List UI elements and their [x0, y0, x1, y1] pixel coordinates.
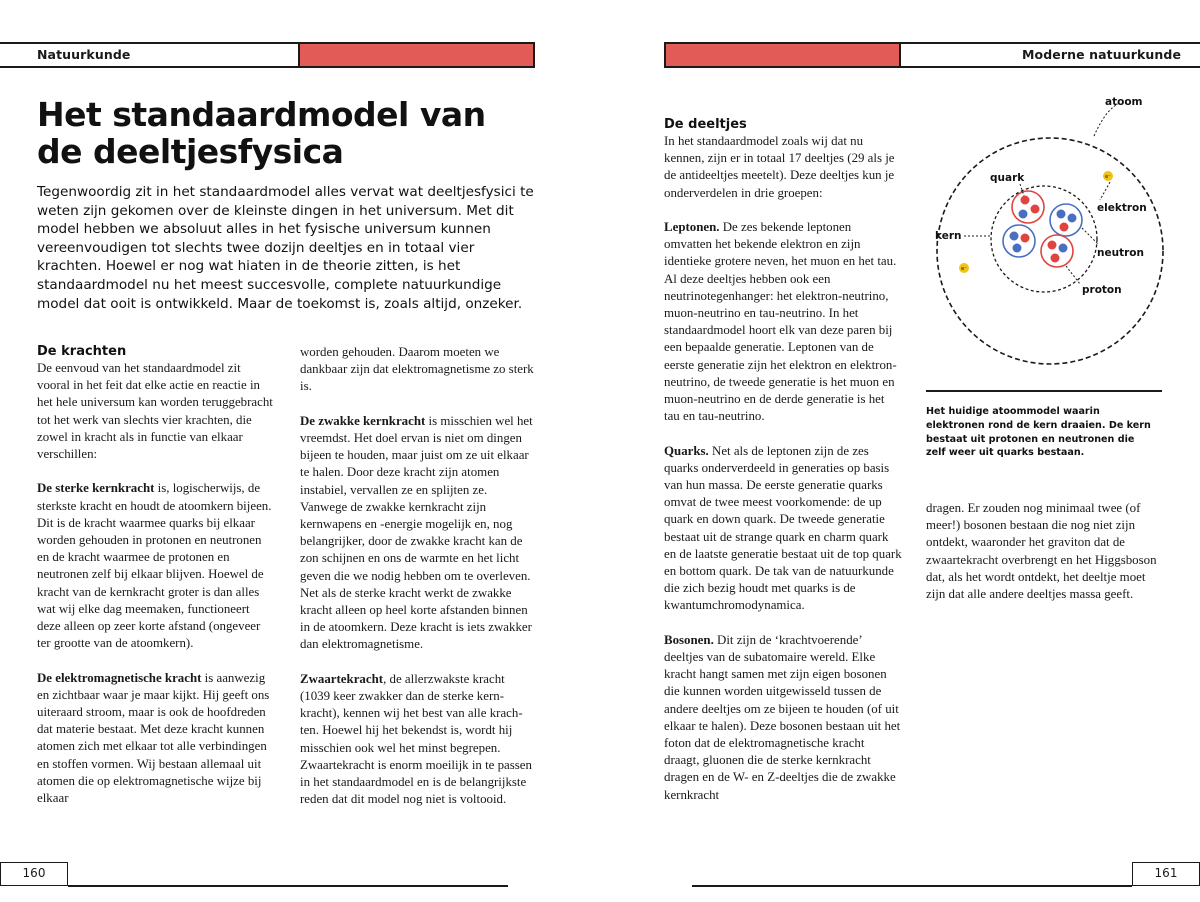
right-header-rule — [900, 42, 1200, 44]
bosons-lead: Bosonen. — [664, 632, 714, 647]
right-section-label: Moderne natuurkunde — [1022, 47, 1182, 62]
left-header-rule-bottom — [0, 66, 300, 68]
right-column-1 — [664, 116, 902, 804]
bosons-continuation-paragraph: dragen. Er zouden nog minimaal twee (of meer!) bosonen bestaan die nog niet zijn ontdekt, waaronder het graviton dat de zwaartekracht overbrengt en het Higgsboson dat, als het wordt ontdekt, het deeltje moet zijn dat alle andere deeltjes massa geeft. — [926, 501, 1157, 602]
svg-text:e⁻: e⁻ — [1105, 174, 1111, 180]
right-column-2 — [926, 500, 1162, 603]
em-force-paragraph — [37, 670, 273, 808]
section-heading-krachten: De krachten — [37, 344, 127, 359]
right-header-accent-bar — [664, 42, 901, 68]
page-number-left: 160 — [0, 862, 68, 886]
strong-force-body: is, logischerwijs, de sterkste kracht en houdt de atoomkern bijeen. Dit is de kracht waarmee quarks bij elkaar worden gehouden in protonen en neutronen en de kracht waarmee de protonen en neutronen zelf bij elkaar blijven. Hoewel de kracht van de kernkracht groter is dan alles wat wij elke dag meemaken, functioneert deze alleen op zeer korte afstand (ongeveer ter grootte van de atoomkern). — [37, 481, 272, 651]
nucleon-neutron-right — [1050, 204, 1082, 236]
quarks-lead: Quarks. — [664, 443, 709, 458]
label-elektron: elektron — [1097, 202, 1147, 214]
label-quark: quark — [990, 172, 1025, 184]
diagram-caption: Het huidige atoommodel waarin elektronen rond de kern draaien. De kern bestaat uit protonen en neutronen die zelf weer uit quarks bestaan. — [926, 406, 1151, 459]
left-header-rule — [0, 42, 300, 44]
label-neutron: neutron — [1097, 247, 1144, 259]
weak-force-lead: De zwakke kernkracht — [300, 413, 426, 428]
left-column-1 — [37, 343, 273, 807]
bosons-body: Dit zijn de ‘krachtvoerende’ deeltjes van de subatomaire wereld. Elke kracht hangt samen met zijn eigen bosonen die kunnen worden uitgewisseld tussen de andere deeltjes om ze bijeen te houden (of uit elkaar te halen). Deze bosonen bestaan uit het foton dat de elektromagnetische kracht draagt, gluonen die de sterke kernkracht dragen en de W- en Z-deeltjes die de zwakke kernkracht — [664, 632, 901, 802]
leptons-paragraph — [664, 219, 902, 425]
strong-force-paragraph — [37, 480, 273, 652]
intro-paragraph: Tegenwoordig zit in het standaardmodel alles vervat wat deeltjesfysici te weten zijn gekomen over de kleinste dingen in het universum. Met dit model hebben we absoluut alles in het fysische universum kunnen vereenvoudigen tot slechts twee dozijn deeltjes en in totaal vier krachten. Hoewel er nog wat hiaten in de theorie zitten, is het standaardmodel nu het meest succesvolle, complete natuurkundige model dat ooit is ontwikkeld. Maar de toekomst is, zoals altijd, onzeker. — [37, 184, 534, 312]
quarks-paragraph — [664, 443, 902, 615]
weak-force-paragraph — [300, 413, 536, 654]
left-header-accent-bar — [298, 42, 535, 68]
nucleon-proton-bottom — [1041, 235, 1073, 267]
gravity-lead: Zwaartekracht — [300, 671, 384, 686]
leptons-body: De zes bekende leptonen omvatten het bekende elektron en zijn identieke grotere neven, het muon en het tau. Al deze deeltjes hebben ook een neutrinotegenhanger: het elektron-neutrino, muon-neutrino en tau-neutrino. In het standaardmodel hoort elk van deze paren bij een bepaalde generatie. Leptonen van de eerste generatie zijn het elektron en elektron-neutrino, de tweede generatie is het muon en muon-neutrino en de derde generatie is het tau en tau-neutrino. — [664, 220, 897, 424]
label-kern: kern — [935, 230, 962, 242]
gravity-paragraph — [300, 671, 536, 809]
right-footer-rule — [692, 885, 1132, 887]
page-title — [37, 96, 537, 170]
deeltjes-intro-paragraph: In het standaardmodel zoals wij dat nu kennen, zijn er in totaal 17 deeltjes (29 als je de antideeltjes meetelt). Deze deeltjes kun je onderverdelen in drie groepen: — [664, 134, 895, 200]
right-header-rule-bottom — [900, 66, 1200, 68]
krachten-intro-paragraph: De eenvoud van het standaardmodel zit vooral in het feit dat elke actie en reactie in het hele universum kan worden teruggebracht tot het werk van slechts vier krachten, die zowel in kracht als in functie van elkaar verschillen: — [37, 361, 273, 462]
em-force-lead: De elektromagnetische kracht — [37, 670, 202, 685]
electron-particle — [959, 263, 969, 273]
label-atoom: atoom — [1105, 96, 1143, 108]
caption-rule — [926, 390, 1162, 392]
atom-model-diagram — [920, 88, 1170, 370]
gravity-body: , de allerzwakste kracht (1039 keer zwakker dan de sterke kernkracht), kennen wij het best van alle krachten. Hoewel hij het bekendst is, wordt hij misschien ook wel het minst begrepen. Zwaartekracht is enorm moeilijk in te passen in het standaardmodel en is de belangrijkste reden dat dit model nog niet is voltooid. — [300, 671, 532, 807]
col2-continuation-paragraph: worden gehouden. Daarom moeten we dankbaar zijn dat elektromagnetisme zo sterk is. — [300, 345, 534, 394]
strong-force-lead: De sterke kernkracht — [37, 481, 155, 496]
left-column-2 — [300, 344, 536, 808]
bosons-paragraph — [664, 632, 902, 804]
section-heading-deeltjes: De deeltjes — [664, 117, 747, 132]
em-force-body: is aanwezig en zichtbaar waar je maar kijkt. Hij geeft ons uiteraard stroom, maar is ook de hoofdreden dat materie bestaat. Met deze kracht kunnen atomen zich met elkaar tot alle verbindingen en stoffen vormen. Wij bestaan allemaal uit atomen die op elektromagnetische wijze bij elkaar — [37, 670, 270, 806]
title-line-2: de deeltjesfysica — [37, 132, 344, 171]
left-section-label: Natuurkunde — [37, 47, 131, 62]
nucleon-neutron-left — [1003, 225, 1035, 257]
left-footer-rule — [68, 885, 508, 887]
nucleon-proton-top — [1012, 191, 1044, 223]
title-line-1: Het standaardmodel van — [37, 95, 486, 134]
electron-particle — [1103, 171, 1113, 181]
quarks-body: Net als de leptonen zijn de zes quarks onderverdeeld in generaties op basis van hun massa. De eerste generatie quarks omvat de twee meest voorkomende: de up quark en down quark. De tweede generatie bestaat uit de strange quark en charm quark en de laatste generatie bestaat uit de top quark en bottom quark. De tak van de natuurkunde die zich bezig houdt met quarks is de kwantumchromodynamica. — [664, 443, 902, 613]
label-proton: proton — [1082, 284, 1122, 296]
weak-force-body: is misschien wel het vreemdst. Het doel ervan is niet om dingen bijeen te houden, maar juist om ze uit elkaar te halen. Door deze kracht zijn atomen instabiel, vervallen ze en splijten ze. Vanwege de zwakke kernkracht zijn kernwapens en -energie mogelijk en, nog belangrijker, door de zwakke kracht kan de zon schijnen en ons de warmte en het licht geven die we nodig hebben om te overleven. Net als de sterke kracht werkt de zwakke kracht alleen op heel korte afstanden binnen in de atoomkern. Deze kracht is iets zwakker dan elektromagnetisme. — [300, 413, 533, 652]
page-number-right: 161 — [1132, 862, 1200, 886]
leptons-lead: Leptonen. — [664, 220, 720, 234]
svg-text:e⁻: e⁻ — [961, 266, 967, 272]
